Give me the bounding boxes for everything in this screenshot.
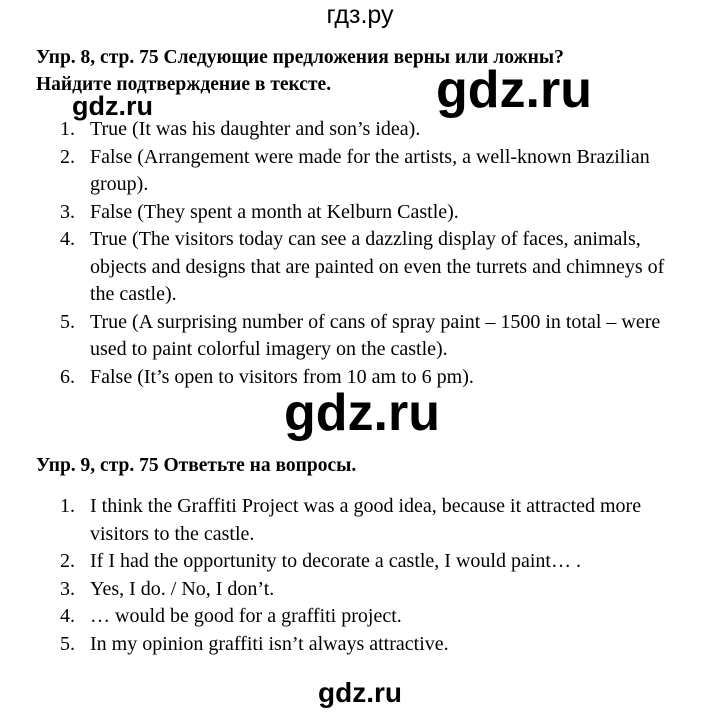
item-text: False (It’s open to visitors from 10 am to 6 pm). [90, 365, 474, 388]
list-item [0, 226, 690, 309]
watermark-large-top: gdz.ru [436, 61, 592, 119]
list-item [0, 199, 690, 227]
list-item [0, 631, 690, 659]
item-number: 1. [60, 495, 75, 517]
item-text: … would be good for a graffiti project. [90, 605, 402, 627]
item-text: True (A surprising number of cans of spray paint – 1500 in total – were used to paint colorful imagery on the castle). [90, 310, 661, 360]
list-item [0, 493, 690, 548]
item-number: 4. [60, 605, 75, 627]
exercise-9-answer-list [0, 493, 690, 658]
item-text: Yes, I do. / No, I don’t. [90, 577, 275, 600]
list-item [0, 116, 690, 144]
list-item [0, 548, 690, 576]
list-item [0, 309, 690, 364]
exercise-8-title-line-2: Найдите подтверждение в тексте. [36, 74, 332, 95]
site-header: гдз.ру [326, 1, 394, 29]
item-text: In my opinion graffiti isn’t always attractive. [90, 632, 449, 655]
exercise-9-title: Упр. 9, стр. 75 Ответьте на вопросы. [36, 455, 357, 476]
item-number: 3. [60, 577, 75, 600]
item-text: True (It was his daughter and son’s idea). [90, 118, 421, 140]
list-item [0, 576, 690, 604]
item-number: 3. [60, 200, 75, 223]
watermark-large-middle: gdz.ru [284, 384, 440, 442]
list-item [0, 603, 690, 631]
item-text: If I had the opportunity to decorate a castle, I would paint… . [90, 550, 581, 572]
item-text: I think the Graffiti Project was a good idea, because it attracted more visitors to the castle. [90, 495, 642, 545]
item-number: 4. [60, 228, 75, 250]
item-number: 2. [60, 145, 75, 168]
item-number: 2. [60, 550, 75, 572]
item-number: 6. [60, 365, 75, 388]
list-item [0, 144, 690, 199]
watermark-small: gdz.ru [72, 91, 153, 121]
item-text: True (The visitors today can see a dazzling display of faces, animals, objects and designs that are painted on even the turrets and chimneys of the castle). [90, 228, 665, 305]
item-number: 5. [60, 310, 75, 333]
exercise-8-answer-list [0, 116, 690, 391]
item-text: False (Arrangement were made for the artists, a well-known Brazilian group). [90, 145, 650, 195]
item-text: False (They spent a month at Kelburn Castle). [90, 200, 459, 223]
watermark-footer: gdz.ru [318, 677, 402, 708]
exercise-8-title-line-1: Упр. 8, стр. 75 Следующие предложения верны или ложны? [36, 47, 564, 68]
item-number: 5. [60, 632, 75, 655]
item-number: 1. [60, 118, 75, 140]
